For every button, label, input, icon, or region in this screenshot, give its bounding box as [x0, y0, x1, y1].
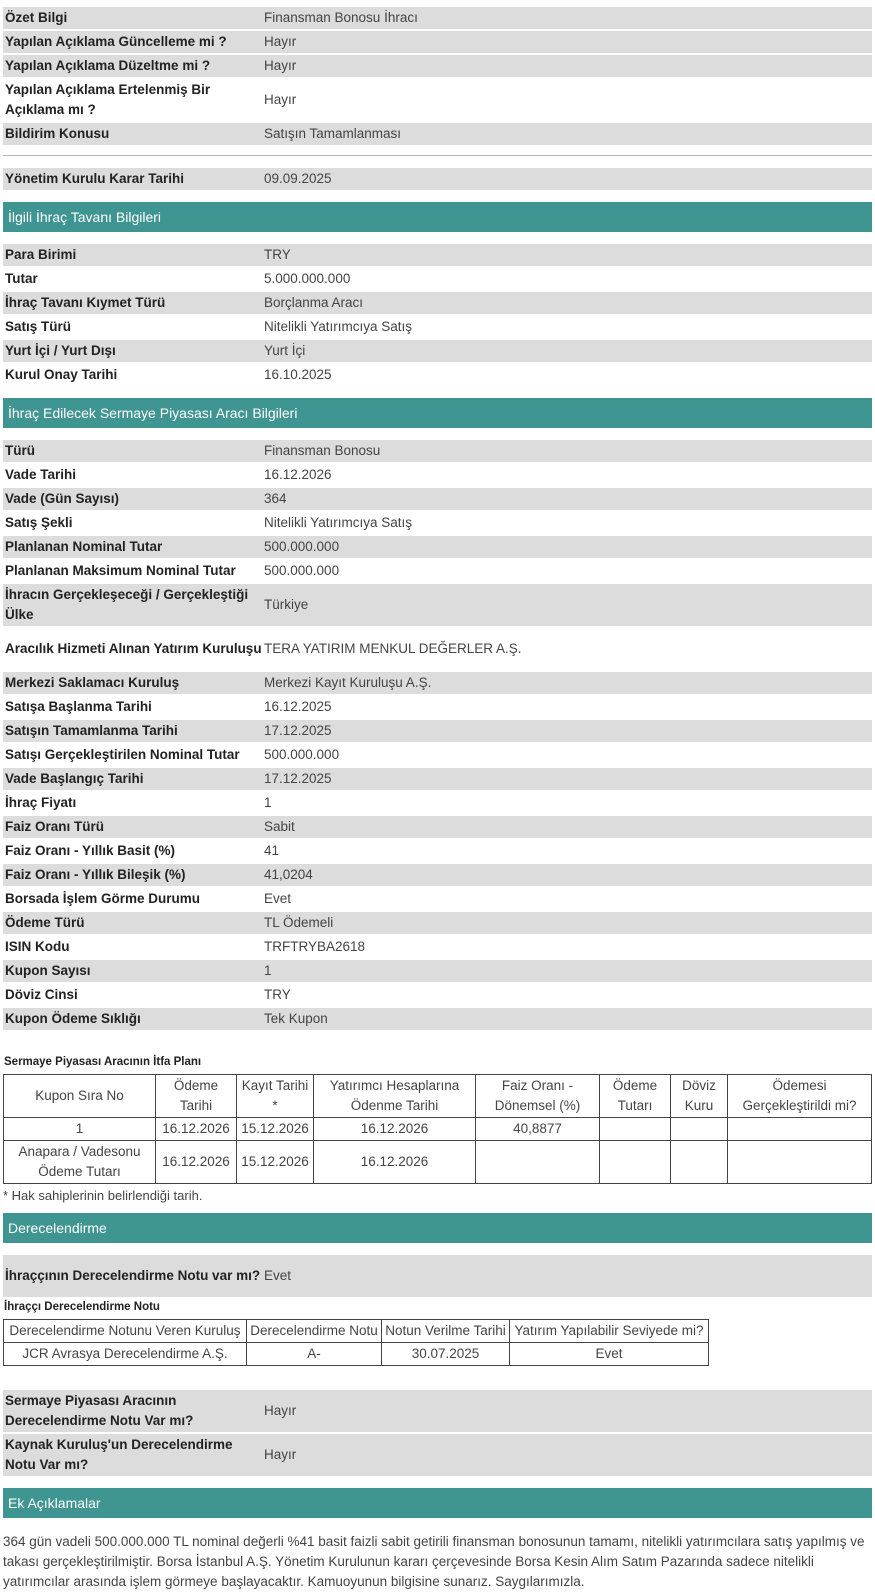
- info-row: [3, 1008, 872, 1030]
- section-header-additional: Ek Açıklamalar: [3, 1488, 872, 1518]
- table-cell: 16.12.2026: [156, 1141, 237, 1184]
- info-row: [3, 560, 872, 582]
- row-label: ISIN Kodu: [5, 939, 70, 954]
- table-header: Derecelendirme Notu: [247, 1320, 382, 1343]
- row-label: Vade Başlangıç Tarihi: [5, 771, 144, 786]
- info-row: [3, 316, 872, 338]
- section-header-rating: Derecelendirme: [3, 1213, 872, 1243]
- table-cell: [600, 1141, 671, 1184]
- summary-section: [3, 7, 872, 145]
- row-label: Satış Şekli: [5, 515, 73, 530]
- row-value: 41,0204: [264, 867, 313, 882]
- row-value: 16.10.2025: [264, 367, 332, 382]
- row-label: Merkezi Saklamacı Kuruluş: [5, 675, 180, 690]
- info-row: [3, 840, 872, 862]
- row-label: Planlanan Nominal Tutar: [5, 539, 163, 554]
- table-header-row: [4, 1075, 872, 1118]
- table-header: Derecelendirme Notunu Veren Kuruluş: [4, 1320, 247, 1343]
- table-header: Notun Verilme Tarihi: [382, 1320, 510, 1343]
- row-label: Planlanan Maksimum Nominal Tutar: [5, 563, 236, 578]
- row-label: Yapılan Açıklama Ertelenmiş Bir Açıklama mı ?: [5, 82, 211, 117]
- info-row: [3, 268, 872, 290]
- info-row: [3, 960, 872, 982]
- table-cell: [728, 1118, 872, 1141]
- row-value: 16.12.2026: [264, 467, 332, 482]
- row-value: Hayır: [264, 1447, 297, 1462]
- info-row: [3, 816, 872, 838]
- table-header: Yatırım Yapılabilir Seviyede mi?: [510, 1320, 709, 1343]
- row-value: 16.12.2025: [264, 699, 332, 714]
- row-value: 500.000.000: [264, 747, 340, 762]
- table-header-row: [4, 1320, 709, 1343]
- table-cell: 15.12.2026: [237, 1118, 314, 1141]
- row-label: Satışı Gerçekleştirilen Nominal Tutar: [5, 747, 240, 762]
- row-value: Tek Kupon: [264, 1011, 328, 1026]
- row-label: Yönetim Kurulu Karar Tarihi: [5, 171, 185, 186]
- table-row: [4, 1118, 872, 1141]
- row-value: 17.12.2025: [264, 723, 332, 738]
- info-row: [3, 672, 872, 694]
- row-label: Satışın Tamamlanma Tarihi: [5, 723, 178, 738]
- table-header: Kupon Sıra No: [4, 1075, 156, 1118]
- table-cell: [671, 1141, 728, 1184]
- info-row: [3, 292, 872, 314]
- row-value: Hayır: [264, 58, 297, 73]
- info-row: [3, 984, 872, 1006]
- row-label: Vade (Gün Sayısı): [5, 491, 120, 506]
- row-value: TRY: [264, 247, 291, 262]
- info-row: [3, 768, 872, 790]
- info-row: [3, 912, 872, 934]
- row-label: Özet Bilgi: [5, 10, 68, 25]
- row-label: Faiz Oranı Türü: [5, 819, 105, 834]
- table-header: Kayıt Tarihi *: [237, 1075, 314, 1118]
- row-label: Kurul Onay Tarihi: [5, 367, 118, 382]
- section-header-instrument-info: İhraç Edilecek Sermaye Piyasası Aracı Bilgileri: [3, 398, 872, 428]
- row-label: Borsada İşlem Görme Durumu: [5, 891, 201, 906]
- info-row: [3, 536, 872, 558]
- row-label: Sermaye Piyasası Aracının Derecelendirme Notu Var mı?: [5, 1393, 194, 1428]
- row-value: 500.000.000: [264, 539, 340, 554]
- info-row: [3, 696, 872, 718]
- info-row: [3, 888, 872, 910]
- row-value: Merkezi Kayıt Kuruluşu A.Ş.: [264, 675, 432, 690]
- instrument-info-section: [3, 440, 872, 1030]
- table-header: Faiz Oranı - Dönemsel (%): [476, 1075, 600, 1118]
- row-value: 5.000.000.000: [264, 271, 351, 286]
- row-value: 1: [264, 963, 272, 978]
- row-label: Para Birimi: [5, 247, 77, 262]
- footnote: * Hak sahiplerinin belirlendiği tarih.: [3, 1188, 203, 1203]
- additional-text: 364 gün vadeli 500.000.000 TL nominal değerli %41 basit faizli sabit getirili finansman bonosunun tamamı, nitelikli yatırımcılara satış yapılmış ve takası gerçekleştirilmiştir. Borsa İstanbul A.Ş. Yönetim Kurulunun kararı çerçevesinde Borsa Kesin Alım Satım Pazarında sadece nitelikli yatırımcılar arasında işlem görmeye başlayacaktır. Kamuoyunun bilgisine sunarız. Saygılarımızla.: [3, 1534, 865, 1589]
- row-label: İhraç Fiyatı: [5, 795, 77, 810]
- row-label: Yapılan Açıklama Güncelleme mi ?: [5, 34, 227, 49]
- table-cell: 16.12.2026: [156, 1118, 237, 1141]
- row-label: Yurt İçi / Yurt Dışı: [5, 343, 116, 358]
- issuer-rating-table: [3, 1319, 709, 1366]
- issuer-rating-title: İhraççı Derecelendirme Notu: [4, 1301, 160, 1313]
- row-label: Faiz Oranı - Yıllık Basit (%): [5, 843, 176, 858]
- row-value: Hayır: [264, 34, 297, 49]
- divider: [3, 155, 872, 156]
- table-cell: Evet: [510, 1343, 709, 1366]
- row-value: TERA YATIRIM MENKUL DEĞERLER A.Ş.: [264, 641, 522, 656]
- row-value: Türkiye: [264, 597, 309, 612]
- info-row: [3, 123, 872, 145]
- row-value: Evet: [264, 1268, 292, 1283]
- row-label: Kaynak Kuruluş'un Derecelendirme Notu Var mı?: [5, 1437, 233, 1472]
- row-label: Kupon Sayısı: [5, 963, 91, 978]
- row-label: Satışa Başlanma Tarihi: [5, 699, 152, 714]
- redemption-plan-title: Sermaye Piyasası Aracının İtfa Planı: [4, 1056, 202, 1068]
- row-value: TRFTRYBA2618: [264, 939, 366, 954]
- info-row: [3, 1390, 872, 1432]
- table-cell: A-: [247, 1343, 382, 1366]
- disclosure-document: [3, 7, 872, 1592]
- row-value: Nitelikli Yatırımcıya Satış: [264, 515, 413, 530]
- row-value: Finansman Bonosu: [264, 443, 381, 458]
- info-row: [3, 244, 872, 266]
- info-row: [3, 7, 872, 29]
- row-value: 17.12.2025: [264, 771, 332, 786]
- row-value: Hayır: [264, 92, 297, 107]
- table-cell: 15.12.2026: [237, 1141, 314, 1184]
- info-row: [3, 55, 872, 77]
- row-value: Finansman Bonosu İhracı: [264, 10, 418, 25]
- info-row: [3, 1255, 872, 1297]
- row-label: Satış Türü: [5, 319, 72, 334]
- row-value: TL Ödemeli: [264, 915, 334, 930]
- table-cell: [671, 1118, 728, 1141]
- row-value: Hayır: [264, 1403, 297, 1418]
- table-cell: JCR Avrasya Derecelendirme A.Ş.: [4, 1343, 247, 1366]
- table-row: [4, 1141, 872, 1184]
- row-label: Vade Tarihi: [5, 467, 77, 482]
- row-value: Borçlanma Aracı: [264, 295, 364, 310]
- info-row: [3, 792, 872, 814]
- table-cell: 30.07.2025: [382, 1343, 510, 1366]
- table-header: Ödeme Tutarı: [600, 1075, 671, 1118]
- info-row: [3, 936, 872, 958]
- row-label: Aracılık Hizmeti Alınan Yatırım Kuruluşu: [5, 641, 262, 656]
- info-row: [3, 864, 872, 886]
- row-value: Yurt İçi: [264, 343, 306, 358]
- row-value: Satışın Tamamlanması: [264, 126, 402, 141]
- row-value: 1: [264, 795, 272, 810]
- row-value: Sabit: [264, 819, 295, 834]
- row-label: Türü: [5, 443, 35, 458]
- row-value: TRY: [264, 987, 291, 1002]
- row-label: İhracın Gerçekleşeceği / Gerçekleştiği Ülke: [5, 587, 249, 622]
- info-row: [3, 720, 872, 742]
- row-value: 41: [264, 843, 280, 858]
- info-row: [3, 584, 872, 626]
- table-header: Yatırımcı Hesaplarına Ödenme Tarihi: [314, 1075, 476, 1118]
- row-label: İhraççının Derecelendirme Notu var mı?: [5, 1268, 261, 1283]
- table-cell: [728, 1141, 872, 1184]
- table-cell: Anapara / Vadesonu Ödeme Tutarı: [4, 1141, 156, 1184]
- table-cell: 40,8877: [476, 1118, 600, 1141]
- info-row: [3, 628, 872, 670]
- table-header: Ödemesi Gerçekleştirildi mi?: [728, 1075, 872, 1118]
- table-row: [4, 1343, 709, 1366]
- row-label: Tutar: [5, 271, 38, 286]
- info-row: [3, 488, 872, 510]
- table-header: Döviz Kuru: [671, 1075, 728, 1118]
- row-value: 09.09.2025: [264, 171, 332, 186]
- table-cell: 16.12.2026: [314, 1118, 476, 1141]
- row-label: Yapılan Açıklama Düzeltme mi ?: [5, 58, 211, 73]
- row-value: 364: [264, 491, 287, 506]
- row-label: Bildirim Konusu: [5, 126, 110, 141]
- row-label: Ödeme Türü: [5, 915, 85, 930]
- info-row: [3, 364, 872, 386]
- issuance-ceiling-section: [3, 244, 872, 386]
- row-label: Döviz Cinsi: [5, 987, 78, 1002]
- table-header: Ödeme Tarihi: [156, 1075, 237, 1118]
- table-cell: 16.12.2026: [314, 1141, 476, 1184]
- row-label: Kupon Ödeme Sıklığı: [5, 1011, 141, 1026]
- row-value: Evet: [264, 891, 292, 906]
- table-cell: 1: [4, 1118, 156, 1141]
- board-decision-row: [3, 168, 872, 190]
- info-row: [3, 79, 872, 121]
- table-cell: [476, 1141, 600, 1184]
- row-value: 500.000.000: [264, 563, 340, 578]
- info-row: [3, 1434, 872, 1476]
- info-row: [3, 340, 872, 362]
- row-label: Faiz Oranı - Yıllık Bileşik (%): [5, 867, 186, 882]
- table-cell: [600, 1118, 671, 1141]
- redemption-plan-table: [3, 1074, 872, 1184]
- info-row: [3, 464, 872, 486]
- row-label: İhraç Tavanı Kıymet Türü: [5, 295, 166, 310]
- section-header-issuance-ceiling: İlgili İhraç Tavanı Bilgileri: [3, 202, 872, 232]
- info-row: [3, 512, 872, 534]
- info-row: [3, 440, 872, 462]
- row-value: Nitelikli Yatırımcıya Satış: [264, 319, 413, 334]
- info-row: [3, 744, 872, 766]
- info-row: [3, 31, 872, 53]
